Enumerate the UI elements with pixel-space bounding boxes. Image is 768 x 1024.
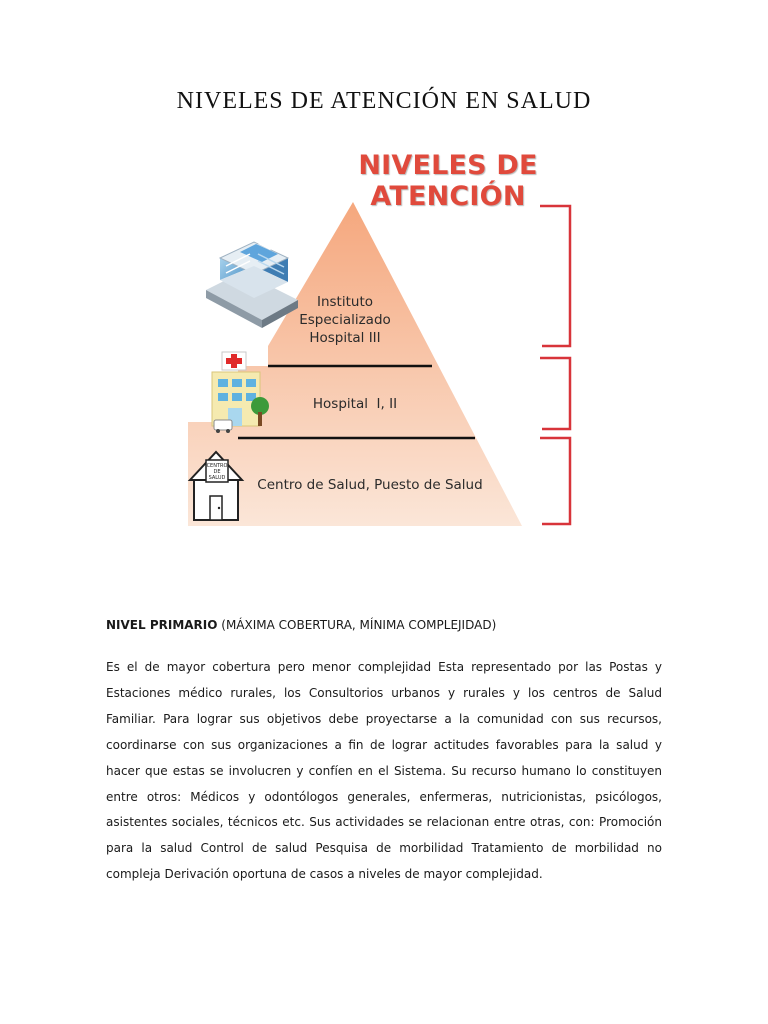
tier-top-line-2: Especializado (299, 312, 391, 328)
hospital-icon (212, 352, 269, 433)
page-title: NIVELES DE ATENCIÓN EN SALUD (176, 88, 592, 114)
section-heading (106, 618, 662, 632)
level-bracket-middle (540, 358, 570, 429)
tier-top-line-1: Instituto (316, 294, 374, 310)
house-sign-line-1: CENTRO (206, 463, 228, 469)
body-paragraph: Es el de mayor cobertura pero menor complejidad Esta representado por las Postas y Estaciones médico rurales, los Consultorios urbanos y rurales y los centros de Salud Familiar. Para lograr sus objetivos debe proyectarse a la comunidad con sus recursos, coordinarse con sus organizaciones a fin de lograr actitudes favorables para la salud y hacer que estas se involucren y confíen en el Sistema. Su recurso humano lo constituyen entre otros: Médicos y odontólogos generales, enfermeras, nutricionistas, psicólogos, asistentes sociales, técnicos etc. Sus actividades se relacionan entre otras, con: Promoción para la salud Control de salud Pesquisa de morbilidad Tratamiento de morbilidad no compleja Derivación oportuna de casos a niveles de mayor complejidad. (106, 660, 662, 882)
levels-pyramid-figure (170, 140, 610, 540)
house-sign-line-2: DE (213, 469, 221, 475)
house-sign-line-3: SALUD (208, 475, 226, 481)
section-heading-rest: (MÁXIMA COBERTURA, MÍNIMA COMPLEJIDAD) (217, 618, 497, 632)
tier-top-line-3: Hospital III (309, 330, 381, 346)
tier-label-middle: Hospital I, II (312, 396, 398, 412)
level-bracket-bottom (540, 438, 570, 524)
tier-label-bottom: Centro de Salud, Puesto de Salud (257, 477, 483, 493)
figure-title: NIVELES DE ATENCIÓN (358, 150, 538, 212)
level-bracket-top (540, 206, 570, 346)
section-heading-bold: NIVEL PRIMARIO (106, 618, 218, 632)
tier-label-top (280, 293, 410, 347)
